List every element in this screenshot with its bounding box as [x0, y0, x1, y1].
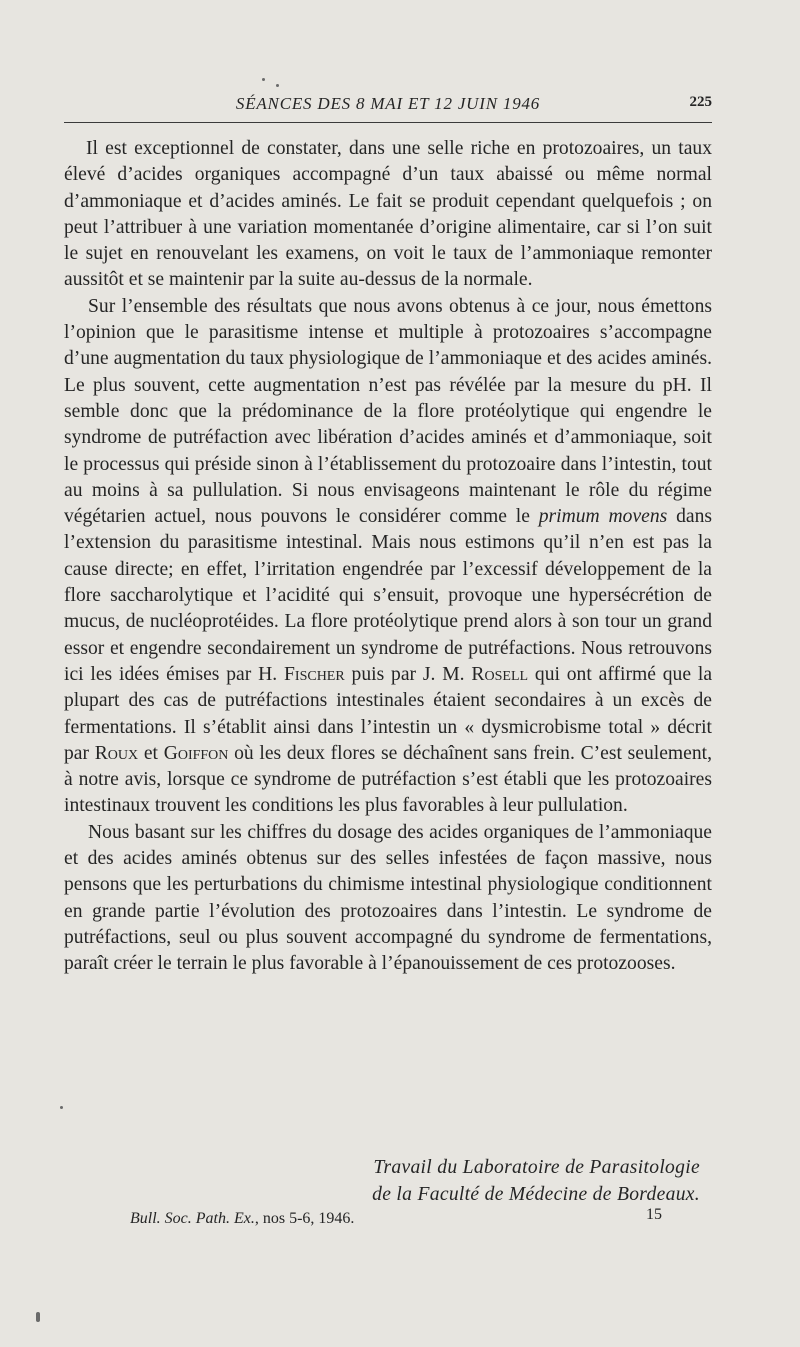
paragraph-2-text-4: qui ont affirmé que la plupart des cas de putréfactions intestinales étaient secondaires à un excès de fermentations. Il s’établit ainsi dans l’intestin un « dysmicrobisme total » décrit par [64, 663, 713, 764]
author-roux: Roux [94, 742, 139, 764]
page-footer [130, 1208, 670, 1234]
laboratory-signature [64, 1155, 700, 1208]
paper-speck [36, 1312, 40, 1322]
running-head [64, 92, 712, 116]
signature-line-1: Travail du Laboratoire de Parasitologie [373, 1157, 700, 1178]
journal-name: Bull. Soc. Path. Ex. [130, 1210, 255, 1227]
paragraph-1: Il est exceptionnel de constater, dans une selle riche en protozoaires, un taux élevé d’acides organiques accompagné d’un taux abaissé ou même normal d’ammoniaque et d’acides aminés. Le fait se produit cependant quelquefois ; on peut l’attribuer à une variation momentanée d’origine alimentaire, car si l’on suit le sujet en renouvelant les examens, on voit le taux de l’ammoniaque remonter aussitôt et se maintenir par la suite au-dessus de la normale. [64, 138, 712, 291]
running-title: SÉANCES DES 8 MAI ET 12 JUIN 1946 [235, 94, 541, 113]
paper-speck [60, 1106, 63, 1109]
paper-speck [262, 78, 265, 81]
header-rule [64, 122, 712, 123]
paragraph-2-text-2: dans l’extension du parasitisme intestinal. Mais nous estimons qu’il n’en est pas la cause directe; en effet, l’irritation engendrée par l’excessif développement de la flore saccharolytique et l’acidité qui s’ensuit, provoque une hypersécrétion de mucus, de nucléoprotéides. La flore protéolytique prend alors à son tour un grand essor et engendre secondairement un syndrome de putréfactions. Nous retrouvons ici les idées émises par H. [64, 506, 712, 685]
latin-term: primum movens [538, 506, 668, 528]
author-fischer: Fischer [284, 663, 345, 685]
paragraph-2-text-6: où les deux flores se déchaînent sans frein. C’est seulement, à notre avis, lorsque ce syndrome de putréfaction s’est établi que les protozoaires intestinaux trouvent les conditions les plus favorables à leur pullulation. [64, 742, 712, 817]
paragraph-2-text-3: puis par J. M. [351, 663, 465, 685]
article-body [64, 136, 712, 978]
paragraph-2-text-5: et [143, 742, 158, 764]
page-number: 225 [689, 94, 712, 110]
paragraph-3: Nous basant sur les chiffres du dosage des acides organiques de l’ammoniaque et des acides aminés obtenus sur des selles infestées de façon massive, nous pensons que les perturbations du chimisme intestinal physiologique conditionnent en grande partie l’évolution des protozoaires dans l’intestin. Le syndrome de putréfactions, seul ou plus souvent accompagné du syndrome de fermentations, paraît créer le terrain le plus favorable à l’épanouissement de ces protozooses. [64, 821, 712, 975]
paragraph-2 [64, 294, 712, 820]
paragraph-2-text-1: Sur l’ensemble des résultats que nous avons obtenus à ce jour, nous émettons l’opinion que le parasitisme intense et multiple à protozoaires s’accompagne d’une augmentation du taux physiologique de l’ammoniaque et des acides aminés. Le plus souvent, cette augmentation n’est pas révélée par la mesure du pH. Il semble donc que la prédominance de la flore protéolytique qui engendre le syndrome de putréfaction avec libération d’acides aminés et d’ammoniaque, soit le processus qui préside sinon à l’établissement du protozoaire dans l’intestin, tout au moins à sa pullulation. Si nous envisageons maintenant le rôle du régime végétarien actuel, nous pouvons le considérer comme le [64, 295, 712, 528]
signature-mark: 15 [646, 1206, 662, 1223]
author-goiffon: Goiffon [163, 742, 229, 764]
author-rosell: Rosell [471, 663, 529, 685]
paper-speck [276, 84, 279, 87]
signature-line-2: de la Faculté de Médecine de Bordeaux. [372, 1183, 700, 1205]
journal-citation [130, 1210, 354, 1228]
journal-issue: , nos 5-6, 1946. [254, 1210, 355, 1227]
